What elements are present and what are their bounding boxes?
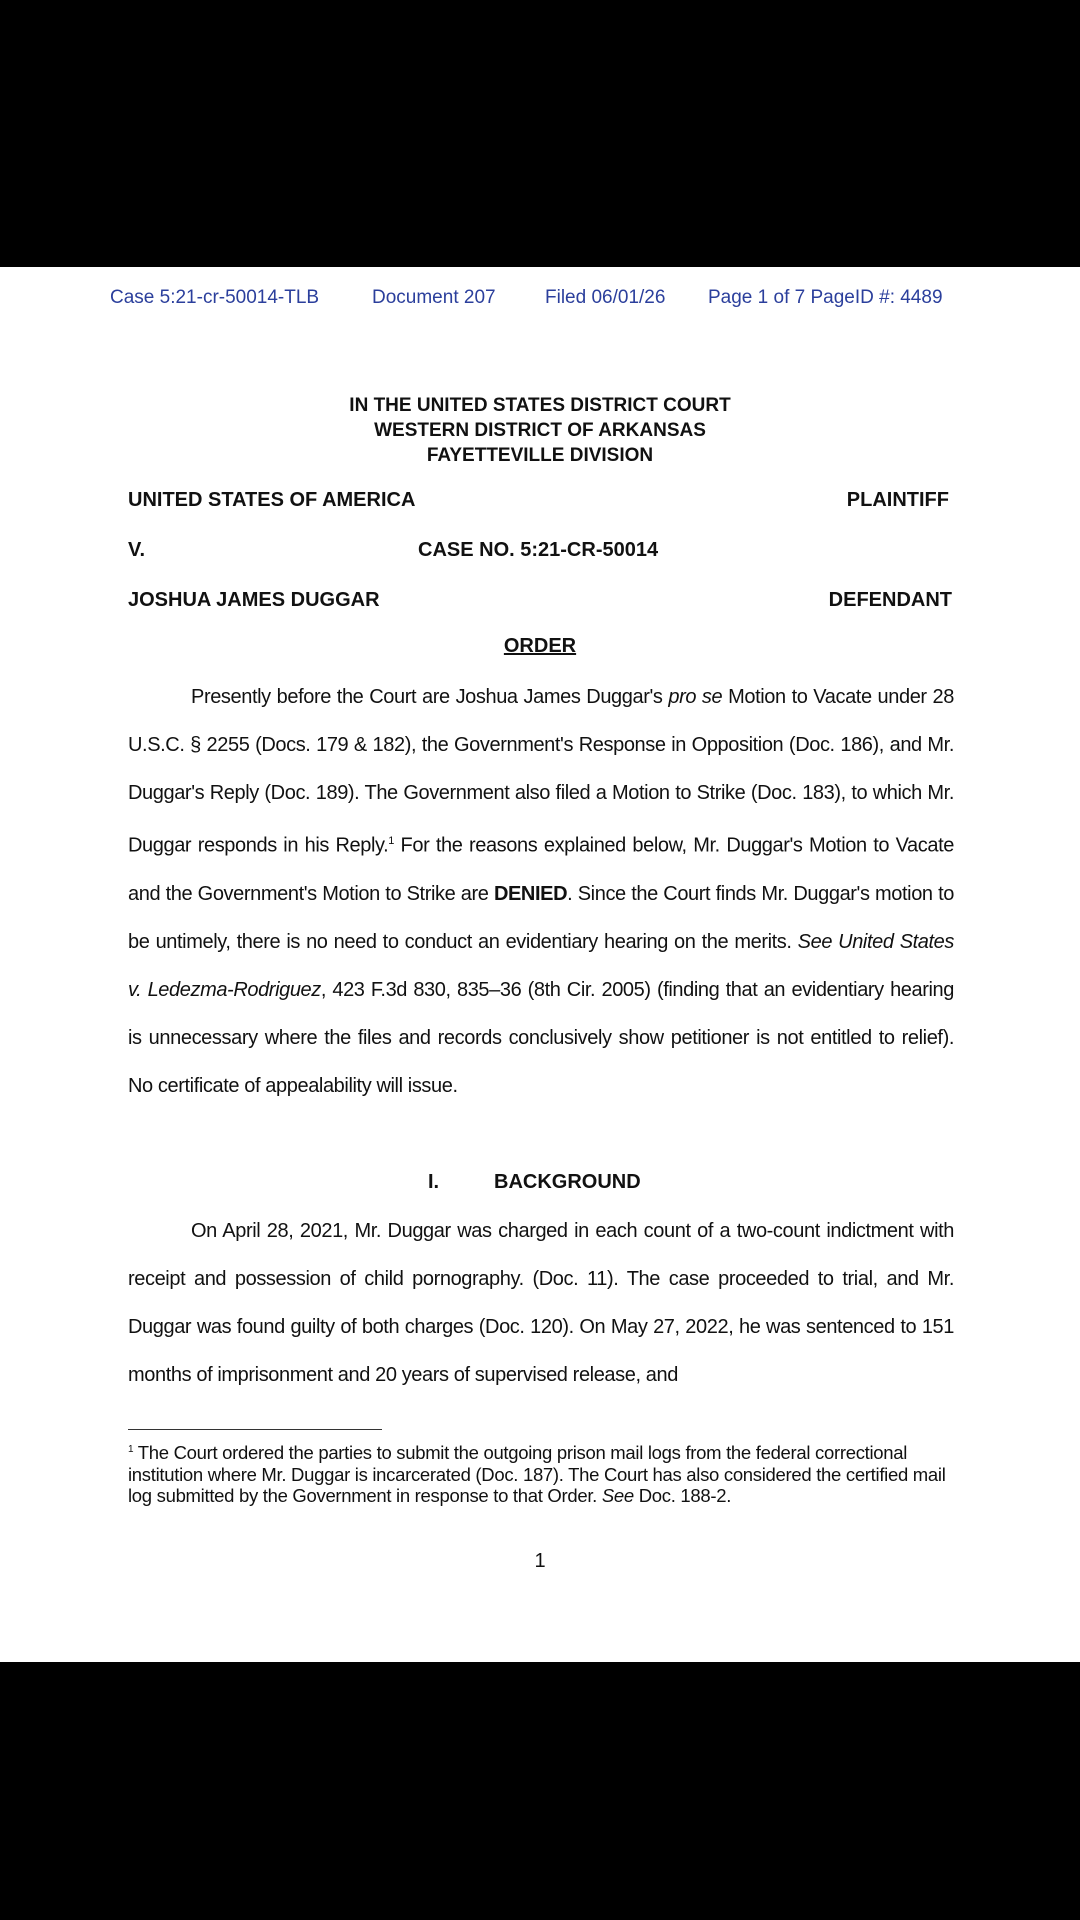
defendant-label: DEFENDANT <box>828 589 952 611</box>
document-page <box>0 267 1080 1662</box>
page-number: 1 <box>534 1550 546 1572</box>
court-name: IN THE UNITED STATES DISTRICT COURT <box>349 395 731 416</box>
plaintiff-label: PLAINTIFF <box>846 489 949 511</box>
header-document-number: Document 207 <box>372 287 496 308</box>
header-filed-date: Filed 06/01/26 <box>545 287 666 308</box>
defendant-name: JOSHUA JAMES DUGGAR <box>128 589 380 611</box>
versus-label: V. <box>128 539 146 561</box>
header-page-info: Page 1 of 7 PageID #: 4489 <box>708 287 943 308</box>
section-title: BACKGROUND <box>494 1171 641 1193</box>
section-numeral: I. <box>428 1171 440 1193</box>
order-body-paragraph-2: On April 28, 2021, Mr. Duggar was charged in each count of a two-count indictment with receipt and possession of child pornography. (Doc. 11). The case proceeded to trial, and Mr. Duggar was found guilty of both charges (Doc. 120). On May 27, 2022, he was sentenced to 151 months of imprisonment and 20 years of supervised release, and <box>128 1220 954 1386</box>
order-body-paragraph-1: Presently before the Court are Joshua James Duggar's pro se Motion to Vacate under 28 U.S.C. § 2255 (Docs. 179 & 182), the Government's Response in Opposition (Doc. 186), and Mr. Duggar's Reply (Doc. 189). The Government also filed a Motion to Strike (Doc. 183), to which Mr. Duggar responds in his Reply.$^1$ For the reasons explained below, Mr. Duggar's Motion to Vacate and the Government's Motion to Strike are DENIED. Since the Court finds Mr. Duggar's motion to be untimely, there is no need to conduct an evidentiary hearing on the merits. See United States v. Ledezma-Rodriguez, 423 F.3d 830, 835–36 (8th Cir. 2005) (finding that an evidentiary hearing is unnecessary where the files and records conclusively show petitioner is not entitled to relief). No certificate of appealability will issue. <box>128 686 955 1097</box>
court-heading <box>0 393 1080 468</box>
header-case-number: Case 5:21-cr-50014-TLB <box>110 287 320 308</box>
court-division: FAYETTEVILLE DIVISION <box>426 445 654 466</box>
footnote: $^1$ The Court ordered the parties to submit the outgoing prison mail logs from the federal correctional institution where Mr. Duggar is incarcerated (Doc. 187). The Court has also considered the certified mail log submitted by the Government in response to that Order. See Doc. 188-2. <box>128 1442 946 1507</box>
footnote-divider <box>128 1429 382 1430</box>
order-title: ORDER <box>503 635 577 657</box>
footnote-marker: 1 <box>128 1444 134 1455</box>
plaintiff-name: UNITED STATES OF AMERICA <box>128 489 416 511</box>
case-citation: See United States v. Ledezma-Rodriguez <box>128 930 954 1001</box>
case-number: CASE NO. 5:21-CR-50014 <box>418 539 659 561</box>
court-district: WESTERN DISTRICT OF ARKANSAS <box>374 420 706 441</box>
footnote-reference: 1 <box>388 835 395 847</box>
